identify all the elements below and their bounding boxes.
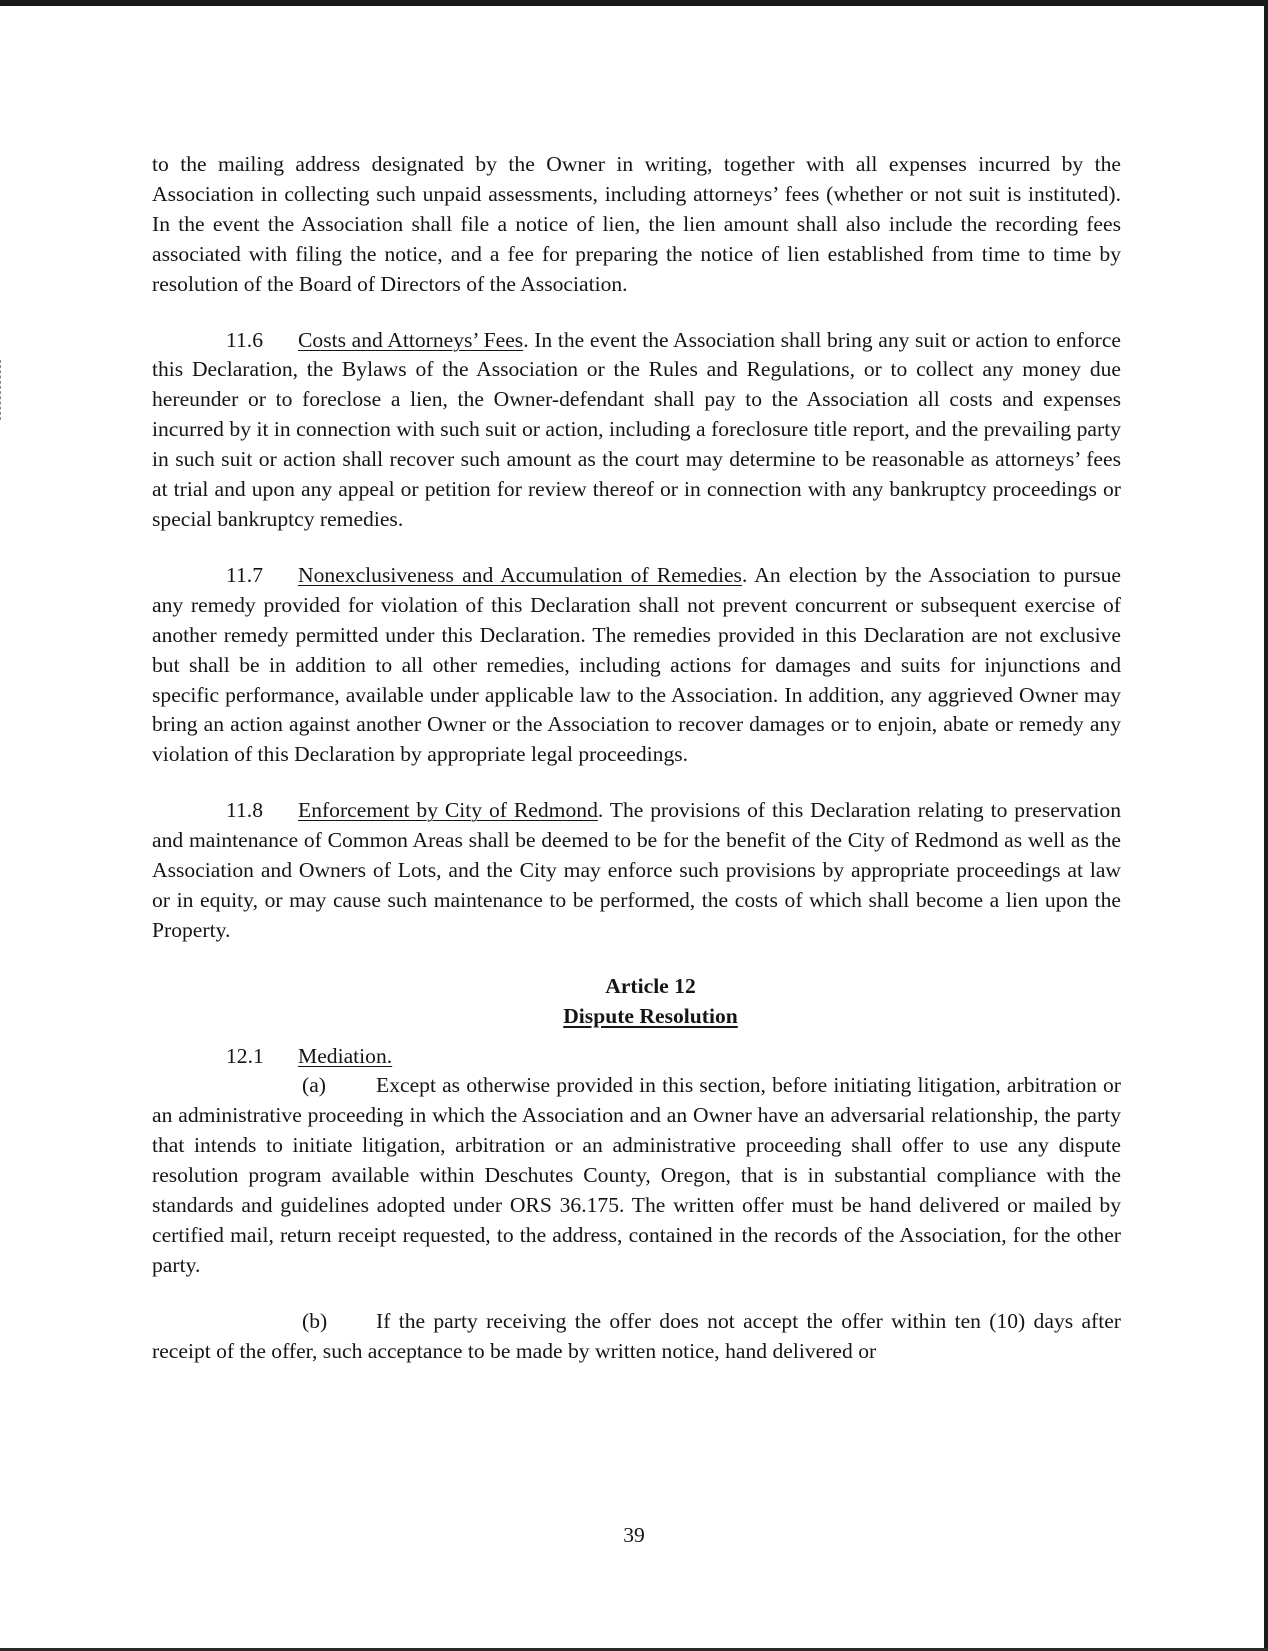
- subsection-text: Except as otherwise provided in this section, before initiating litigation, arbitration or an administrative proceeding in which the Association and an Owner have an adversarial relationship, the party that intends to initiate litigation, arbitration or an administrative proceeding shall offer to use any dispute resolution program available within Deschutes County, Oregon, that is in substantial compliance with the standards and guidelines adopted under ORS 36.175. The written offer must be hand delivered or mailed by certified mail, return receipt requested, to the address, contained in the records of the Association, for the other party.: [152, 1073, 1121, 1277]
- intro-paragraph: to the mailing address designated by the Owner in writing, together with all expenses incurred by the Association in collecting such unpaid assessments, including attorneys’ fees (whether or not suit is instituted). In the event the Association shall file a notice of lien, the lien amount shall also include the recording fees associated with filing the notice, and a fee for preparing the notice of lien established from time to time by resolution of the Board of Directors of the Association.: [152, 152, 1121, 296]
- section-11-6: [152, 326, 1121, 535]
- document-page: [152, 150, 1121, 1393]
- scan-edge-right: [1264, 0, 1268, 1651]
- section-title: Mediation.: [298, 1043, 393, 1068]
- section-body: . An election by the Association to pursue any remedy provided for violation of this Declaration shall not prevent concurrent or subsequent exercise of another remedy permitted under this Declaration. The remedies provided in this Declaration are not exclusive but shall be in addition to all other remedies, including actions for damages and suits for injunctions and specific performance, available under applicable law to the Association. In addition, any aggrieved Owner may bring an action against another Owner or the Association to recover damages or to enjoin, abate or remedy any violation of this Declaration by appropriate legal proceedings.: [152, 562, 1121, 767]
- section-number: 11.6: [226, 327, 263, 352]
- section-title: Enforcement by City of Redmond: [298, 798, 598, 823]
- article-label: Article 12: [605, 973, 696, 998]
- scan-edge-left: [0, 360, 3, 420]
- section-title: Nonexclusiveness and Accumulation of Remedies: [298, 562, 742, 587]
- section-12-1-heading: [152, 1042, 1121, 1072]
- section-body: . In the event the Association shall bring any suit or action to enforce this Declaration, the Bylaws of the Association or the Rules and Regulations, or to collect any money due hereunder or to foreclose a lien, the Owner-defendant shall pay to the Association all costs and expenses incurred by it in connection with such suit or action, including a foreclosure title report, and the prevailing party in such suit or action shall recover such amount as the court may determine to be reasonable as attorneys’ fees at trial and upon any appeal or petition for review thereof or in connection with any bankruptcy proceedings or special bankruptcy remedies.: [152, 327, 1121, 531]
- section-11-7: [152, 561, 1121, 770]
- subsection-label: (a): [302, 1073, 326, 1098]
- section-number: 11.7: [226, 562, 263, 587]
- scan-edge-top: [0, 0, 1268, 6]
- subsection-b: [152, 1307, 1121, 1367]
- article-title: Dispute Resolution: [563, 1003, 738, 1028]
- section-title: Costs and Attorneys’ Fees: [298, 327, 524, 352]
- section-body: . The provisions of this Declaration relating to preservation and maintenance of Common Areas shall be deemed to be for the benefit of the City of Redmond as well as the Association and Owners of Lots, and the City may enforce such provisions by appropriate proceedings at law or in equity, or may cause such maintenance to be performed, the costs of which shall become a lien upon the Property.: [152, 798, 1122, 942]
- subsection-label: (b): [302, 1308, 328, 1333]
- section-number: 12.1: [226, 1043, 264, 1068]
- subsection-text: If the party receiving the offer does not accept the offer within ten (10) days after receipt of the offer, such acceptance to be made by written notice, hand delivered or: [152, 1308, 1121, 1363]
- page-number: 39: [623, 1523, 645, 1547]
- article-title-line: [152, 1002, 1121, 1032]
- section-11-8: [152, 796, 1121, 946]
- subsection-a: [152, 1071, 1121, 1280]
- section-number: 11.8: [226, 798, 263, 823]
